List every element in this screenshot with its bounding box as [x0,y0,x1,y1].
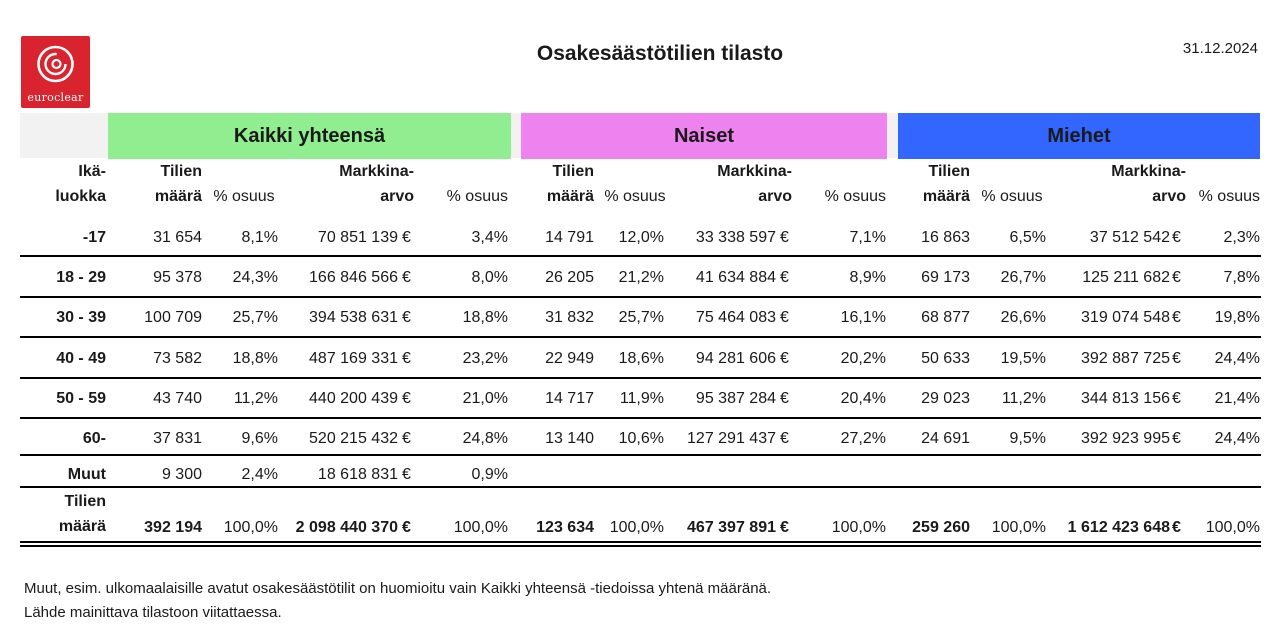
men-share: 11,2% [1001,390,1046,407]
all-count-header-line2: määrä [154,188,202,205]
women-market-value: 127 291 437 [687,430,776,447]
women-market-value: 95 387 284 [695,390,776,407]
men-value-header-line1: Markkina- [1111,163,1186,180]
all-share: 11,2% [233,390,278,407]
all-market-value: 18 618 831 [317,466,398,483]
men-value-share: 24,4% [1214,350,1260,367]
women-share: 12,0% [618,229,664,246]
row-divider [20,454,1261,456]
women-share-header: % osuus [604,188,666,205]
men-share: 26,6% [1000,309,1046,326]
all-count: 95 378 [153,269,202,286]
currency-symbol: € [780,519,789,536]
footnote-1: Muut, esim. ulkomaalaisille avatut osakesäästötilit on huomioitu vain Kaikki yhteensä -tiedoissa yhtenä määränä. [24,580,772,597]
women-value-share: 8,9% [849,269,886,286]
women-share: 11,9% [619,390,664,407]
all-count: 37 831 [153,430,202,447]
all-count: 73 582 [153,350,202,367]
age-header-line2: luokka [55,188,106,205]
age-group-label: 50 - 59 [56,390,106,407]
men-value-share: 7,8% [1223,269,1260,286]
men-share: 9,5% [1009,430,1046,447]
total-all-market-value: 2 098 440 370 [295,519,398,536]
women-count-header-line2: määrä [546,188,594,205]
all-value-share: 3,4% [471,229,508,246]
all-share: 8,1% [241,229,278,246]
total-women-count: 123 634 [536,519,594,536]
all-market-value: 487 169 331 [309,350,398,367]
men-count: 16 863 [921,229,970,246]
men-share: 26,7% [1000,269,1046,286]
women-count: 13 140 [545,430,594,447]
row-divider [20,417,1261,419]
group-header-all: Kaikki yhteensä [108,113,511,159]
group-header-women: Naiset [521,113,887,159]
women-count: 22 949 [545,350,594,367]
men-count-header-line2: määrä [922,188,970,205]
currency-symbol: € [402,269,411,286]
all-share2-header: % osuus [446,188,508,205]
currency-symbol: € [1172,390,1181,407]
currency-symbol: € [780,229,789,246]
age-group-label: -17 [82,229,106,246]
currency-symbol: € [1172,269,1181,286]
men-count: 29 023 [921,390,970,407]
all-market-value: 70 851 139 [317,229,398,246]
women-value-share: 27,2% [840,430,886,447]
women-count: 14 717 [545,390,594,407]
all-value-share: 18,8% [462,309,508,326]
women-value-header-line2: arvo [758,188,792,205]
age-group-label: 30 - 39 [56,309,106,326]
men-market-value: 319 074 548 [1081,309,1170,326]
age-group-label: 60- [82,430,106,447]
women-count: 14 791 [545,229,594,246]
all-count: 100 709 [144,309,202,326]
total-all-share: 100,0% [223,519,278,536]
total-women-market-value: 467 397 891 [687,519,776,536]
total-label-line1: Tilien [64,493,106,510]
age-group-label: 40 - 49 [56,350,106,367]
total-men-market-value: 1 612 423 648 [1067,519,1170,536]
men-market-value: 392 887 725 [1081,350,1170,367]
men-market-value: 37 512 542 [1089,229,1170,246]
currency-symbol: € [402,350,411,367]
all-value-share: 24,8% [462,430,508,447]
all-share: 25,7% [232,309,278,326]
men-value-share: 2,3% [1223,229,1260,246]
total-label-line2: määrä [58,518,106,535]
currency-symbol: € [402,390,411,407]
men-count: 68 877 [921,309,970,326]
total-men-count: 259 260 [912,519,970,536]
men-value-share: 24,4% [1214,430,1260,447]
women-count: 31 832 [545,309,594,326]
women-value-share: 7,1% [849,229,886,246]
euroclear-logo [21,36,90,108]
all-share: 9,6% [241,430,278,447]
currency-symbol: € [1172,229,1181,246]
all-share: 2,4% [241,466,278,483]
men-share: 6,5% [1009,229,1046,246]
all-value-share: 0,9% [471,466,508,483]
age-group-label: 18 - 29 [56,269,106,286]
currency-symbol: € [1172,519,1181,536]
all-value-share: 8,0% [471,269,508,286]
row-divider [20,377,1261,379]
all-count: 43 740 [153,390,202,407]
all-market-value: 520 215 432 [309,430,398,447]
women-count: 26 205 [545,269,594,286]
all-market-value: 440 200 439 [309,390,398,407]
row-divider [20,296,1261,298]
currency-symbol: € [780,350,789,367]
women-share: 21,2% [618,269,664,286]
currency-symbol: € [402,430,411,447]
men-count: 24 691 [921,430,970,447]
men-count: 69 173 [921,269,970,286]
all-value-header-line2: arvo [380,188,414,205]
header-band-left [20,113,108,158]
row-divider [20,486,1261,488]
women-market-value: 33 338 597 [695,229,776,246]
swirl-icon [31,42,80,86]
men-share: 19,5% [1000,350,1046,367]
currency-symbol: € [402,229,411,246]
all-share: 18,8% [232,350,278,367]
men-share-header: % osuus [981,188,1043,205]
men-value-share: 21,4% [1214,390,1260,407]
currency-symbol: € [1172,430,1181,447]
all-share: 24,3% [232,269,278,286]
all-share-header: % osuus [213,188,275,205]
row-divider [20,255,1261,257]
women-value-share: 20,4% [840,390,886,407]
men-market-value: 392 923 995 [1081,430,1170,447]
row-divider [20,545,1261,547]
women-value-share: 20,2% [840,350,886,367]
women-share: 25,7% [618,309,664,326]
header-band-gap-2 [887,113,898,158]
currency-symbol: € [402,309,411,326]
total-men-share: 100,0% [991,519,1046,536]
women-share: 10,6% [618,430,664,447]
total-all-count: 392 194 [144,519,202,536]
footnote-2: Lähde mainittava tilastoon viitattaessa. [24,604,282,621]
report-date: 31.12.2024 [1182,40,1258,57]
all-market-value: 166 846 566 [309,269,398,286]
currency-symbol: € [1172,309,1181,326]
all-value-share: 21,0% [462,390,508,407]
men-share2-header: % osuus [1198,188,1260,205]
men-market-value: 344 813 156 [1081,390,1170,407]
women-value-share: 16,1% [840,309,886,326]
all-count-header-line1: Tilien [160,163,202,180]
men-count: 50 633 [921,350,970,367]
women-value-header-line1: Markkina- [717,163,792,180]
women-market-value: 94 281 606 [695,350,776,367]
women-share2-header: % osuus [824,188,886,205]
age-header-line1: Ikä- [78,163,106,180]
all-count: 9 300 [161,466,202,483]
men-count-header-line1: Tilien [928,163,970,180]
women-share: 18,6% [618,350,664,367]
men-value-header-line2: arvo [1152,188,1186,205]
page-title: Osakesäästötilien tilasto [536,42,784,65]
women-count-header-line1: Tilien [552,163,594,180]
row-divider [20,336,1261,338]
total-all-value-share: 100,0% [453,519,508,536]
currency-symbol: € [780,430,789,447]
all-market-value: 394 538 631 [309,309,398,326]
total-women-value-share: 100,0% [831,519,886,536]
header-band-gap-1 [511,113,521,158]
total-men-value-share: 100,0% [1205,519,1260,536]
men-value-share: 19,8% [1214,309,1260,326]
logo-text: euroclear [27,91,84,104]
currency-symbol: € [780,390,789,407]
women-market-value: 41 634 884 [695,269,776,286]
currency-symbol: € [402,519,411,536]
group-header-men: Miehet [898,113,1260,159]
all-value-share: 23,2% [462,350,508,367]
currency-symbol: € [1172,350,1181,367]
total-women-share: 100,0% [609,519,664,536]
all-value-header-line1: Markkina- [339,163,414,180]
all-count: 31 654 [153,229,202,246]
women-market-value: 75 464 083 [695,309,776,326]
row-divider [20,541,1261,543]
currency-symbol: € [402,466,411,483]
age-group-label: Muut [67,466,106,483]
currency-symbol: € [780,269,789,286]
men-market-value: 125 211 682 [1082,269,1170,286]
currency-symbol: € [780,309,789,326]
